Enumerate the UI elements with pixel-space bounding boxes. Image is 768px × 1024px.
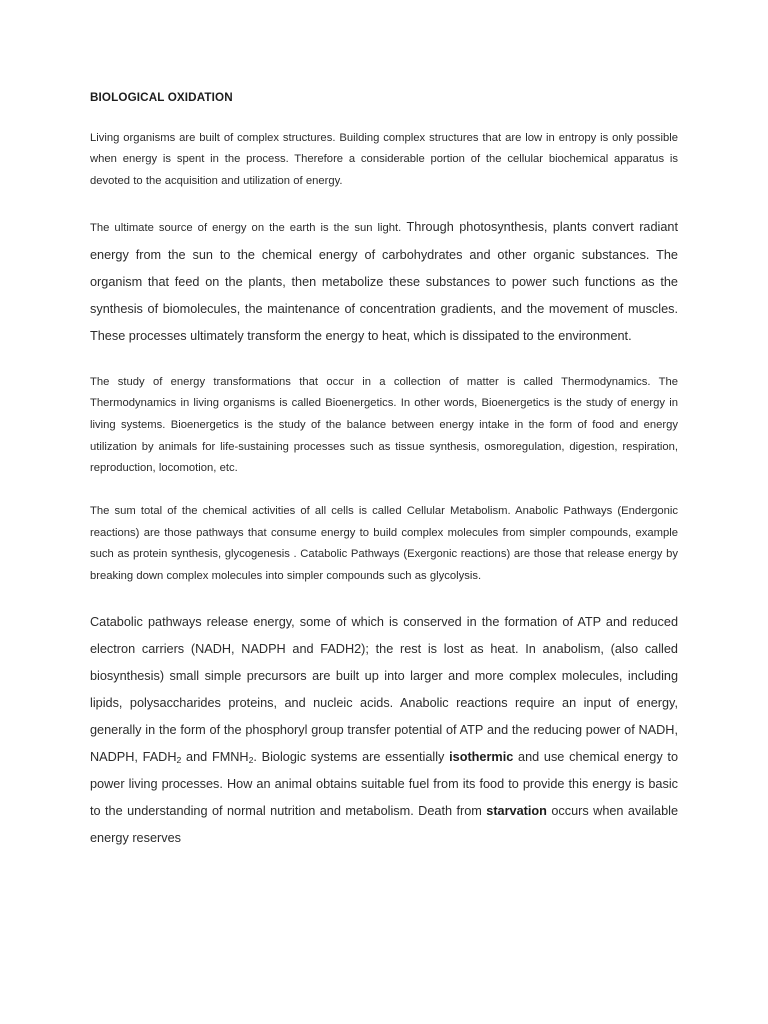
paragraph-ultimate-source: [90, 214, 678, 350]
paragraph-thermodynamics: The study of energy transformations that occur in a collection of matter is called Thermodynamics. The Thermodynamics in living organisms is called Bioenergetics. In other words, Bioenergetics is the study of energy in living systems. Bioenergetics is the study of the balance between energy intake in the form of food and energy utilization by animals for life-sustaining processes such as tissue synthesis, osmoregulation, digestion, respiration, reproduction, locomotion, etc.: [90, 375, 678, 475]
document-text-column: [90, 90, 678, 852]
emphasized-term: starvation: [486, 804, 547, 819]
paragraph-body-continuation: Through photosynthesis, plants convert radiant energy from the sun to the chemical energy of carbohydrates and other organic substances. The organism that feed on the plants, then metabolize these substances to power such functions as the synthesis of biomolecules, the maintenance of concentration gradients, and the movement of muscles. These processes ultimately transform the energy to heat, which is dissipated to the environment.: [90, 219, 678, 343]
emphasized-term: isothermic: [449, 750, 514, 765]
paragraph-cellular-metabolism: The sum total of the chemical activities of all cells is called Cellular Metabolism. Anabolic Pathways (Endergonic reactions) are those pathways that consume energy to build complex molecules from simpler compounds, example such as protein synthesis, glycogenesis . Catabolic Pathways (Exergonic reactions) are those that release energy by breaking down complex molecules into simpler compounds such as glycolysis.: [90, 505, 678, 583]
text-run: . Biologic systems are essentially: [253, 750, 450, 765]
text-run: Catabolic pathways release energy, some of which is conserved in the formation of ATP and reduced electron carriers (NADH, NADPH and FADH2); the rest is lost as heat. In anabolism, (also called biosynthesis) small simple precursors are built up into larger and more complex molecules, including lipids, polysaccharides proteins, and nucleic acids. Anabolic reactions require an input of energy, generally in the form of the phosphoryl group transfer potential of ATP and the reducing power of NADH, NADPH, FADH: [90, 615, 678, 765]
paragraph-lead-sentence: The ultimate source of energy on the earth is the sun light.: [90, 221, 402, 234]
paragraph-living-organisms: Living organisms are built of complex structures. Building complex structures that are low in entropy is only possible when energy is spent in the process. Therefore a considerable portion of the cellular biochemical apparatus is devoted to the acquisition and utilization of energy.: [90, 131, 678, 187]
text-run: and use chemical energy to power living processes. How an animal obtains suitable fuel from its food to provide this energy is basic to the understanding of normal nutrition and metabolism. Death from: [90, 750, 678, 819]
chemical-subscript: 2: [248, 755, 254, 766]
page-title: BIOLOGICAL OXIDATION: [90, 90, 233, 104]
chemical-subscript: 2: [176, 755, 182, 766]
paragraph-catabolic-pathways: [90, 609, 678, 852]
text-run: and FMNH: [181, 750, 249, 765]
text-run: occurs when available energy reserves: [90, 804, 678, 846]
